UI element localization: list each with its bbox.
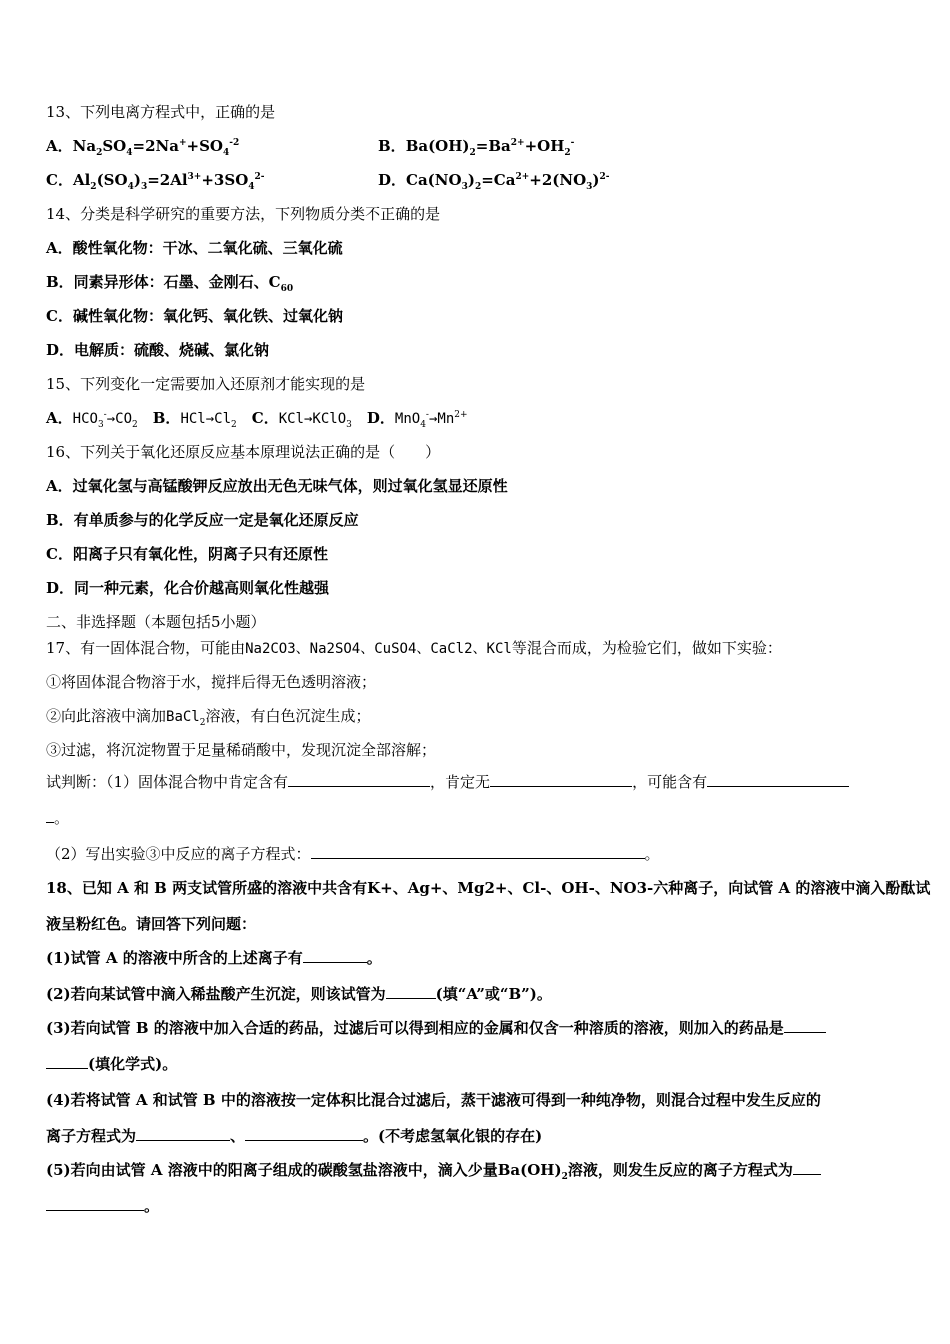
q13-stem: 13、下列电离方程式中，正确的是 <box>46 103 276 121</box>
q16-stem: 16、下列关于氧化还原反应基本原理说法正确的是（ ） <box>46 443 441 461</box>
q13-option-d: D．$Ca(NO_3)_2=Ca^{2+}+2(NO_3)^{2-}$ <box>378 171 610 192</box>
q17-stem: 17、有一固体混合物，可能由Na2CO3、Na2SO4、CuSO4、CaCl2、KCl等混合而成，为检验它们，做如下实验： <box>46 639 782 657</box>
q18-part-5-cont: 。 <box>46 1196 159 1216</box>
q18-part-3-cont: (填化学式)。 <box>46 1054 177 1074</box>
q17-step-2: ②向此溶液中滴加BaCl$_2$溶液，有白色沉淀生成； <box>46 707 371 728</box>
q18-part-1: (1)试管 A 的溶液中所含的上述离子有 。 <box>46 949 382 967</box>
answer-blank[interactable] <box>303 948 367 963</box>
q18-part-4-line1: (4)若将试管 A 和试管 B 中的溶液按一定体积比混合过滤后，蒸干滤液可得到一种纯净物，则混合过程中发生反应的 <box>46 1091 821 1109</box>
answer-blank[interactable] <box>46 808 54 823</box>
q18-stem-line2: 液呈粉红色。请回答下列问题： <box>46 915 257 933</box>
q16-option-a: A．过氧化氢与高锰酸钾反应放出无色无味气体，则过氧化氢显还原性 <box>46 477 508 495</box>
section-heading: 二、非选择题（本题包括5小题） <box>46 613 266 631</box>
q13-option-b: B．$Ba(OH)_2=Ba^{2+}+OH_2^-$ <box>378 137 575 158</box>
q15-stem: 15、下列变化一定需要加入还原剂才能实现的是 <box>46 375 366 393</box>
q18-part-5: (5)若向由试管 A 溶液中的阳离子组成的碳酸氢盐溶液中，滴入少量$Ba(OH)_2$溶液，则发生反应的离子方程式为 <box>46 1160 821 1180</box>
q13-option-a: A．$Na_2SO_4=2Na^++SO_4^{-2}$ <box>46 137 240 158</box>
q14-option-a: A．酸性氧化物：干冰、二氧化硫、三氧化硫 <box>46 239 343 257</box>
q16-option-c: C．阳离子只有氧化性，阴离子只有还原性 <box>46 545 328 563</box>
q17-part-1: 试判断：（1）固体混合物中肯定含有 ，肯定无 ，可能含有 <box>46 772 849 792</box>
answer-blank[interactable] <box>386 984 436 999</box>
answer-blank[interactable] <box>490 772 632 787</box>
q15-options: A．$HCO_3^-\to CO_2$ B．$HCl\to Cl_2$ C．KCl→KClO$_3$ D．$MnO_4^-\to Mn^{2+}$ <box>46 409 468 430</box>
answer-blank[interactable] <box>245 1126 363 1141</box>
q17-part-2: （2）写出实验③中反应的离子方程式： 。 <box>46 845 660 863</box>
q14-option-d: D．电解质：硫酸、烧碱、氯化钠 <box>46 341 270 359</box>
q17-step-3: ③过滤，将沉淀物置于足量稀硝酸中，发现沉淀全部溶解； <box>46 741 437 759</box>
q14-option-c: C．碱性氧化物：氧化钙、氧化铁、过氧化钠 <box>46 307 343 325</box>
answer-blank[interactable] <box>784 1018 826 1033</box>
answer-blank[interactable] <box>46 1196 144 1211</box>
q18-part-4-line2: 离子方程式为 、 。(不考虑氢氧化银的存在) <box>46 1127 543 1145</box>
q18-part-3: (3)若向试管 B 的溶液中加入合适的药品，过滤后可以得到相应的金属和仅含一种溶质的溶液，则加入的药品是 <box>46 1018 826 1038</box>
q17-step-1: ①将固体混合物溶于水，搅拌后得无色透明溶液； <box>46 673 377 691</box>
answer-blank[interactable] <box>793 1160 821 1175</box>
q16-option-d: D．同一种元素，化合价越高则氧化性越强 <box>46 579 330 597</box>
answer-blank[interactable] <box>707 772 849 787</box>
answer-blank[interactable] <box>311 844 645 859</box>
q13-option-c: C．$Al_2(SO_4)_3=2Al^{3+}+3SO_4^{2-}$ <box>46 171 265 192</box>
q18-stem-line1: 18、已知 A 和 B 两支试管所盛的溶液中共含有K+、Ag+、Mg2+、Cl-、OH-、NO3-六种离子，向试管 A 的溶液中滴入酚酞试 <box>46 879 931 897</box>
q16-option-b: B．有单质参与的化学反应一定是氧化还原反应 <box>46 511 359 529</box>
q14-option-b: B．同素异形体：石墨、金刚石、$C_{60}$ <box>46 273 294 294</box>
answer-blank[interactable] <box>46 1054 88 1069</box>
q17-part-1-cont: 。 <box>46 808 69 828</box>
answer-blank[interactable] <box>288 772 430 787</box>
q14-stem: 14、分类是科学研究的重要方法，下列物质分类不正确的是 <box>46 205 441 223</box>
answer-blank[interactable] <box>136 1126 230 1141</box>
q18-part-2: (2)若向某试管中滴入稀盐酸产生沉淀，则该试管为 (填“A”或“B”)。 <box>46 985 552 1003</box>
